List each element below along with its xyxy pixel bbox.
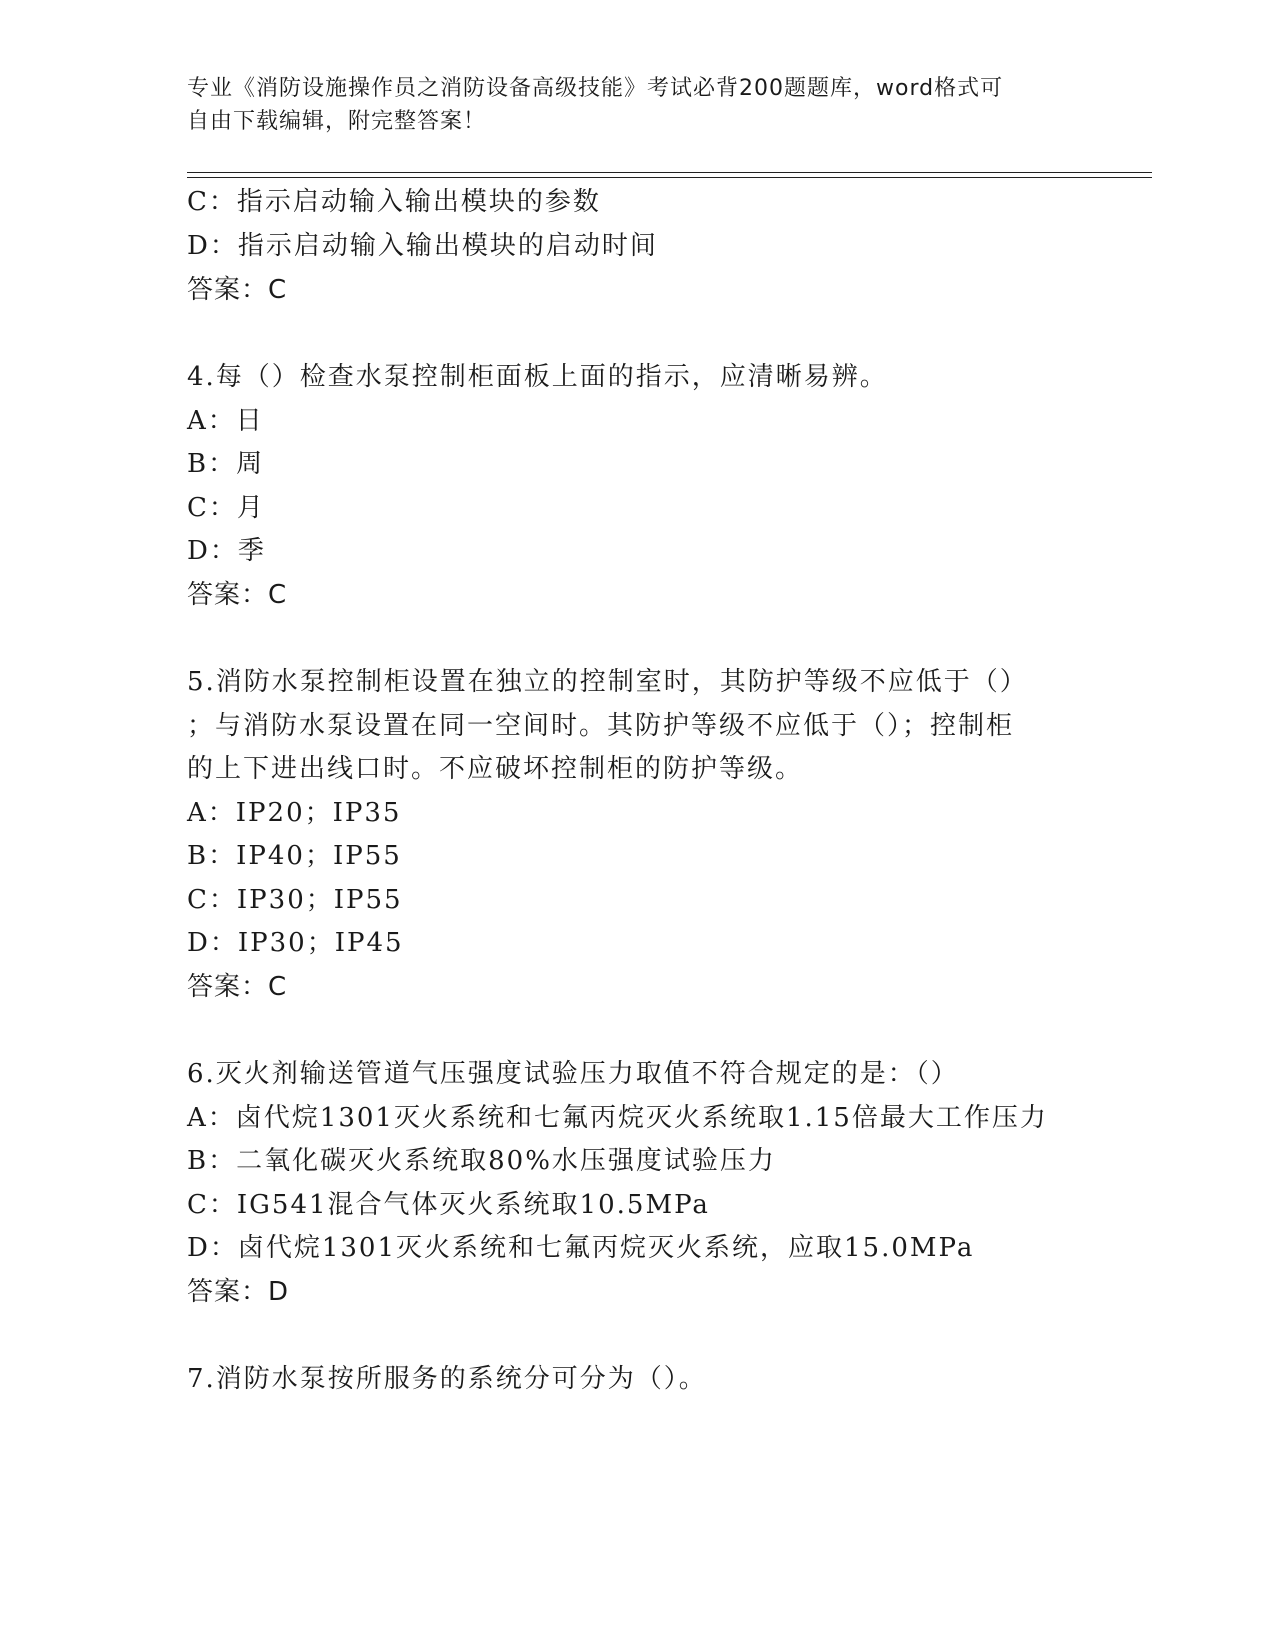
q5-stem-line-3: 的上下进出线口时。不应破坏控制柜的防护等级。: [187, 754, 804, 784]
q5-option-c: C：IP30；IP55: [187, 885, 403, 915]
q3-option-c: C：指示启动输入输出模块的参数: [187, 187, 601, 217]
q5-option-b: B：IP40；IP55: [187, 841, 402, 871]
q6-option-a: A：卤代烷1301灭火系统和七氟丙烷灭火系统取1.15倍最大工作压力: [187, 1103, 1048, 1133]
q6-option-c: C：IG541混合气体灭火系统取10.5MPa: [187, 1190, 710, 1220]
q5-answer: 答案：C: [187, 972, 288, 1002]
q4-option-d: D：季: [187, 536, 266, 566]
q6-option-d: D：卤代烷1301灭火系统和七氟丙烷灭火系统，应取15.0MPa: [187, 1233, 975, 1263]
q7-stem: 7.消防水泵按所服务的系统分可分为（）。: [187, 1364, 707, 1394]
header-line-2: 自由下载编辑，附完整答案！: [187, 109, 487, 134]
q6-answer: 答案：D: [187, 1277, 290, 1307]
q5-option-d: D：IP30；IP45: [187, 928, 404, 958]
q4-answer: 答案：C: [187, 580, 288, 610]
q3-answer: 答案：C: [187, 275, 288, 305]
q4-option-c: C：月: [187, 493, 265, 523]
header-divider-bottom: [187, 177, 1152, 178]
q5-stem-line-1: 5.消防水泵控制柜设置在独立的控制室时，其防护等级不应低于（）: [187, 667, 1028, 697]
q4-option-a: A：日: [187, 406, 264, 436]
q5-option-a: A：IP20；IP35: [187, 798, 402, 828]
q5-stem-line-2: ；与消防水泵设置在同一空间时。其防护等级不应低于（）；控制柜: [187, 711, 1015, 741]
header-divider-top: [187, 172, 1152, 173]
header-line-1: 专业《消防设施操作员之消防设备高级技能》考试必背200题题库，word格式可: [187, 76, 1004, 101]
q6-option-b: B：二氧化碳灭火系统取80%水压强度试验压力: [187, 1146, 776, 1176]
q6-stem: 6.灭火剂输送管道气压强度试验压力取值不符合规定的是：（）: [187, 1059, 959, 1089]
document-header: [187, 72, 1067, 138]
q4-option-b: B：周: [187, 449, 265, 479]
q4-stem: 4.每（）检查水泵控制柜面板上面的指示，应清晰易辨。: [187, 362, 888, 392]
q3-option-d: D：指示启动输入输出模块的启动时间: [187, 231, 658, 261]
